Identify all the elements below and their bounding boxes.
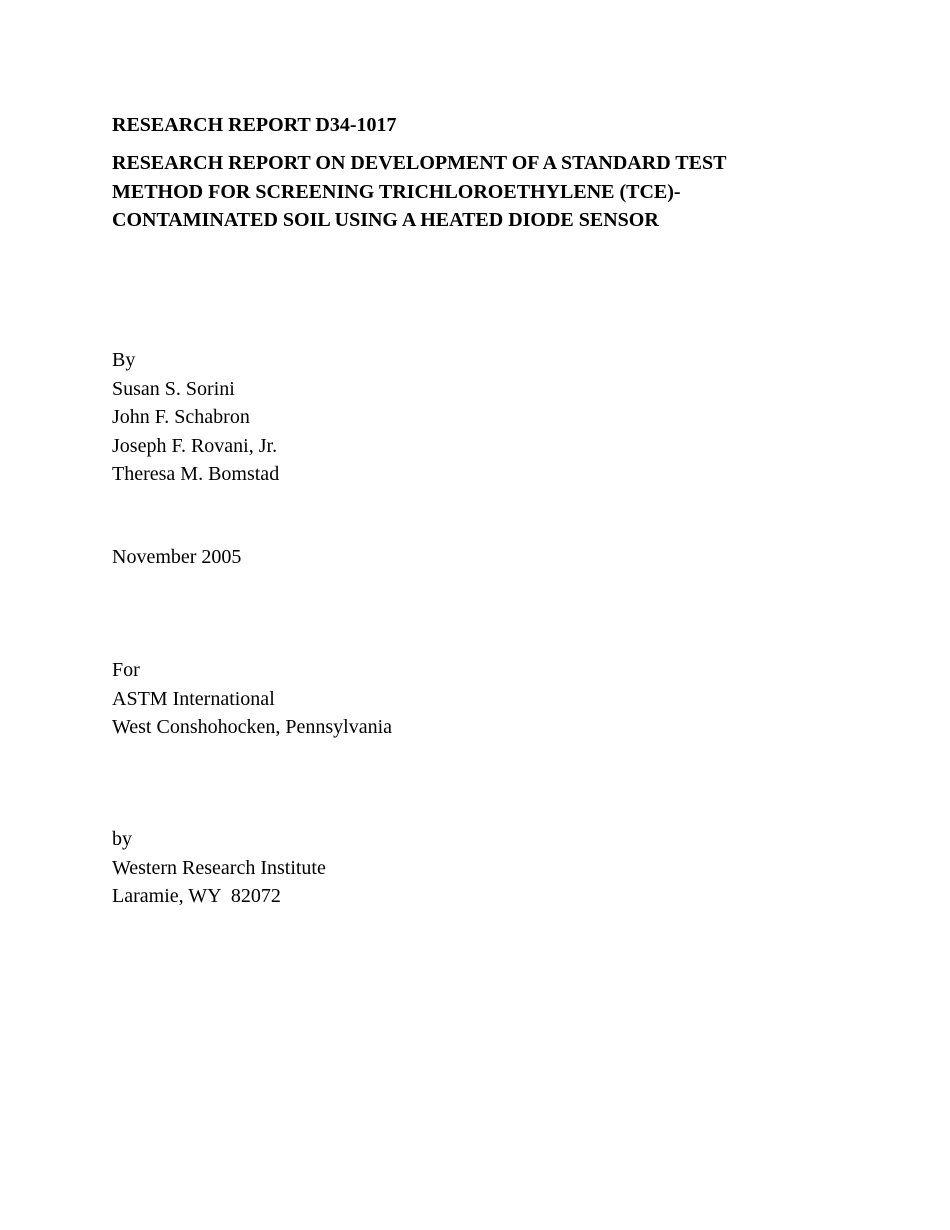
- prepared-for-label: For: [112, 659, 140, 681]
- report-title: [112, 149, 832, 235]
- prepared-for-location: West Conshohocken, Pennsylvania: [112, 716, 393, 738]
- prepared-for-block: [112, 656, 392, 742]
- report-date-text: November 2005: [112, 546, 242, 568]
- report-title-line: METHOD FOR SCREENING TRICHLOROETHYLENE (TCE)-: [112, 180, 681, 203]
- prepared-for-organization: ASTM International: [112, 687, 275, 710]
- report-date: [112, 543, 241, 572]
- report-number: RESEARCH REPORT D34-1017: [112, 114, 397, 136]
- authors-block: [112, 346, 279, 489]
- prepared-by-location: Laramie, WY 82072: [112, 885, 281, 907]
- report-title-line: RESEARCH REPORT ON DEVELOPMENT OF A STANDARD TEST: [112, 152, 727, 174]
- prepared-by-label: by: [112, 828, 132, 850]
- prepared-by-block: [112, 825, 326, 911]
- author-name: Joseph F. Rovani, Jr.: [112, 434, 278, 457]
- author-name: Theresa M. Bomstad: [112, 463, 280, 485]
- author-name: John F. Schabron: [112, 406, 250, 428]
- report-title-line: CONTAMINATED SOIL USING A HEATED DIODE SENSOR: [112, 209, 659, 231]
- authors-label: By: [112, 349, 136, 371]
- prepared-by-organization: Western Research Institute: [112, 856, 326, 879]
- author-name: Susan S. Sorini: [112, 377, 235, 400]
